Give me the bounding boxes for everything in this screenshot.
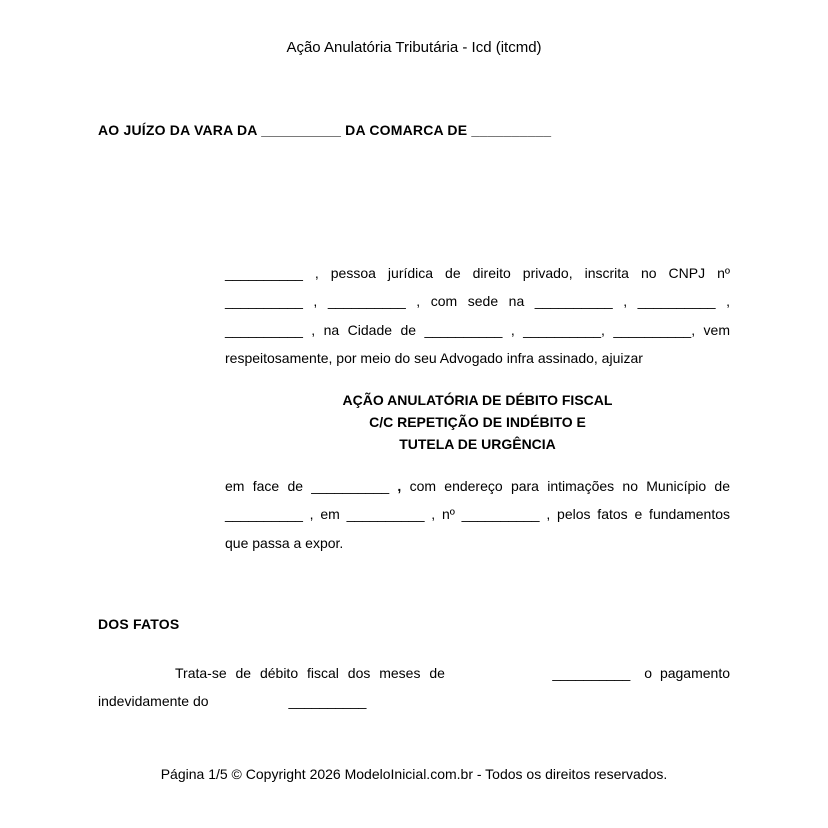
paragraph-segment: Trata-se de débito fiscal dos meses de	[175, 665, 445, 681]
paragraph-segment: o pagamento	[644, 665, 730, 681]
facts-paragraph	[98, 659, 730, 716]
paragraph-line: __________ , na Cidade de __________ , __________, __________, vem	[225, 321, 730, 338]
blank-field: __________	[288, 693, 367, 710]
paragraph-segment: com endereço para intimações no Município de	[401, 478, 731, 494]
paragraph-segment: indevidamente do	[98, 693, 209, 710]
paragraph-line	[98, 687, 730, 715]
action-title-line: TUTELA DE URGÊNCIA	[399, 436, 556, 452]
paragraph-line: respeitosamente, por meio do seu Advogado infra assinado, ajuizar	[225, 349, 643, 366]
paragraph-line: que passa a expor.	[225, 534, 344, 551]
paragraph-line: __________ , pessoa jurídica de direito privado, inscrita no CNPJ nº	[225, 265, 730, 281]
paragraph-segment: em face de __________	[225, 478, 398, 494]
section-heading-dos-fatos: DOS FATOS	[98, 616, 180, 632]
paragraph-line: __________ , em __________ , nº __________ , pelos fatos e fundamentos	[225, 506, 730, 523]
plaintiff-qualification-paragraph	[225, 259, 730, 372]
paragraph-line	[225, 472, 730, 500]
paragraph-line: __________ , __________ , com sede na __________ , __________ ,	[225, 293, 730, 310]
action-title-heading	[225, 389, 730, 455]
action-title-line: C/C REPETIÇÃO DE INDÉBITO E	[369, 414, 586, 430]
defendant-paragraph	[225, 472, 730, 557]
page-footer-copyright: Página 1/5 © Copyright 2026 ModeloInicial.com.br - Todos os direitos reservados.	[160, 766, 668, 782]
paragraph-segment-bold: ,	[397, 478, 402, 494]
document-title: Ação Anulatória Tributária - Icd (itcmd)	[286, 39, 542, 56]
blank-field: __________	[552, 665, 631, 681]
paragraph-line	[98, 659, 730, 687]
court-addressing-line: AO JUÍZO DA VARA DA __________ DA COMARCA DE __________	[98, 122, 552, 138]
action-title-line: AÇÃO ANULATÓRIA DE DÉBITO FISCAL	[342, 392, 613, 408]
